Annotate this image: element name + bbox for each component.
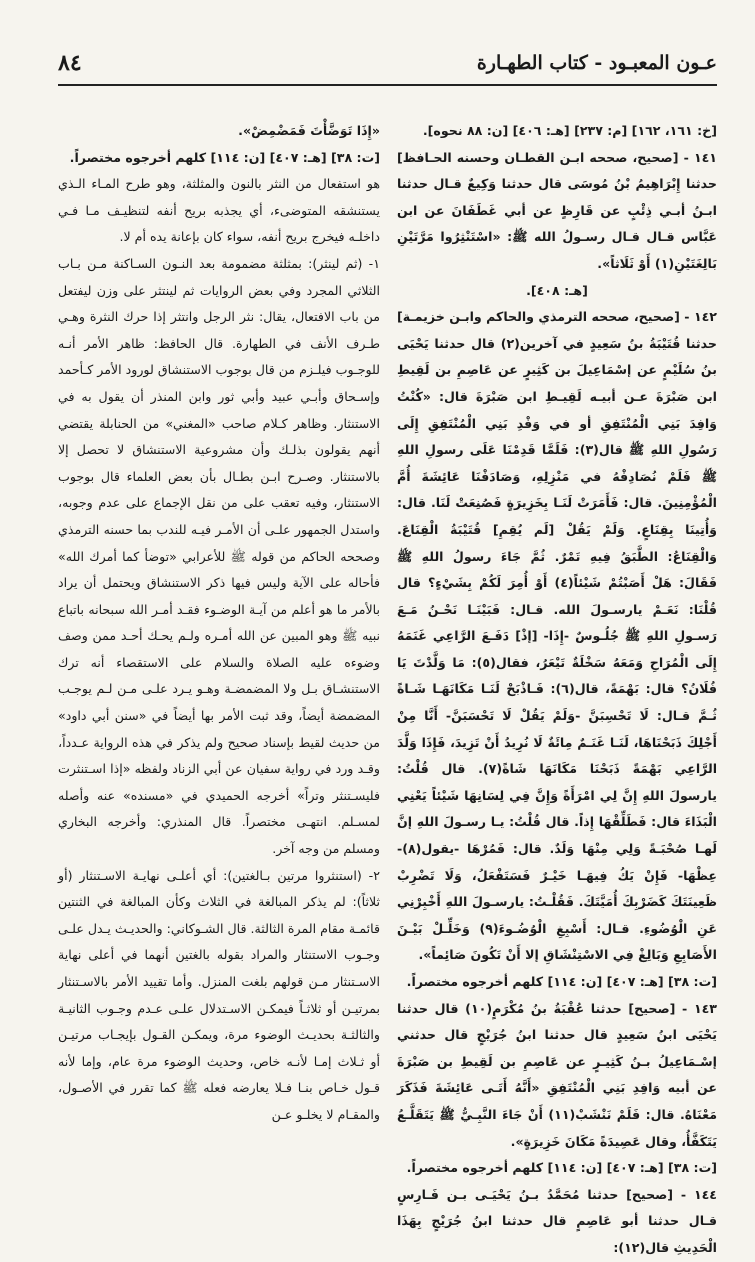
- takhrij-reference: [خ: ١٦١، ١٦٢] [م: ٢٣٧] [هـ: ٤٠٦] [ن: ٨٨ نحوه].: [422, 123, 717, 138]
- commentary-paragraph: هو استفعال من النثر بالنون والمثلثة، وهو طرح المـاء الـذي يستنشقه المتوضىء، أي يجذبه بريح أنفه لتنظيـف مـا فـي داخلـه فيخرج بريح أنفه، سواء كان بإعانة يده أم لا.: [58, 176, 380, 245]
- commentary-note-1: ١- (ثم لينثر): بمثلثة مضمومة بعد النـون السـاكنة مـن بـاب الثلاثي المجرد وفي بعض الروايات ثم لينتثر على وزن ليفتعل من باب الافتعال، يقال: نثر الرجل وانتثر إذا حرك النثرة وهـي طـرف الأنف في الطهارة. قال الحافظ: ظاهر الأمر أنـه للوجـوب فيلـزم من قال بوجوب الاستنشاق لورود الأمر كـأحمد وإسـحاق وأبـي عبيد وأبي ثور وابن المنذر أن يقول به في الاستنثار. وظاهر كـلام صاحب «المغني» من الحنابلة يقتضي أنهم يقولون بذلـك وأن مشروعية الاستنشاق لا تحصل إلا بالاستنثار. وصـرح ابـن بطـال بأن بعض العلماء قال بوجوب الاستنثار، وفيه تعقب على من نقل الإجماع على عدم وجوبه، واستدل الجمهور علـى أن الأمـر فيـه للندب بما حسنه الترمذي وصححه الحاكم من قوله ﷺ للأعرابي «توضأ كما أمرك الله» فأحاله على الآية وليس فيها ذكر الاستنشاق ويحتمل أن يراد بالأمر ما هو أعلم من آيـة الوضـوء فقـد أمـر الله سبحانه باتباع نبيه ﷺ وهو المبين عن الله أمـره ولـم يحـك أحـد ممن وصف وضوءه عليه الصلاة والسلام على الاستقصاء أنه ترك الاستنشـاق بـل ولا المضمضـة وهـو يـرد علـى مـن لـم يوجـب المضمضة أيضاً، وقد ثبت الأمر بها أيضاً في «سنن أبي داود» من حديث لقيط بإسناد صحيح ولم يذكر في هذه الرواية عـدداً، وقـد ورد في رواية سفيان عن أبي الزناد ولفظه «إذا اسـتنثرت فليسـتنثر وتراً» أخرجه الحميدي في «مسنده» عنه وأصله لمسـلم. انتهـى مختصراً. قال المنذري: وأخرجه البخاري ومسلم من وجه آخر.: [58, 255, 380, 857]
- hadith-text-continued: «إِذَا تَوَضَّأْتَ فَمَضْمِضْ».: [238, 123, 380, 138]
- hadith-144: ١٤٤ - [صحيح] حدثنا مُحَمَّدُ بـنُ يَحْيَـى بـن فَـارِسٍ قـال حدثنا أبو عَاصِمٍ قال حدثنا ابنُ جُرَيْجٍ بِهَذَا الْحَدِيثِ قال(١٢):: [397, 1186, 717, 1255]
- commentary-note-2: ٢- (استنثروا مرتين بـالغتين): أي أعلـى نهايـة الاسـتنثار (أو ثلاثاً): لم يذكر المبالغة في الثلاث وكأن المبالغة في الثنتين قائمـة مقام المرة الثالثة. قال الشـوكاني: والحديـث يـدل علـى وجـوب الاستنثار والمراد بقوله بالغتين أنهما في أعلى نهاية الاسـتنثار مـن قولهم بلغت المنزل. وأما تقييد الأمر بالاسـتنثار بمرتيـن أو ثلاثـاً فيمكـن الاسـتدلال علـى عـدم وجـوب الثانيـة والثالثـة بحديـث الوضوء مرة، ويمكـن القـول بإيجـاب مرتيـن أو ثـلاث إمـا لأنـه خاص، وحديث الوضوء مرة عام، وإما لأنه قـول خـاص بنـا فـلا يعارضه فعله ﷺ كما تقرر في الأصـول، والمقـام لا يخلـو عـن: [58, 867, 380, 1122]
- takhrij-reference: [هـ: ٤٠٨].: [526, 282, 588, 298]
- hadith-141: ١٤١ - [صحيح، صححه ابـن القطـان وحسنه الحـافظ] حدثنا إِبْرَاهِيمُ بْنُ مُوسَى قال حدثنا وَكِيعٌ قـال حدثنا ابـنُ أبـي ذِئْبٍ عن قَارِظٍ عن أبي غَطَفَانَ عن ابن عَبَّاس قـال قـال رسـولُ الله ﷺ: «اسْتَنْثِرُوا مَرَّتَيْنِ بَالِغَتَيْنِ(١) أَوْ ثَلَاثاً».: [397, 149, 717, 271]
- commentary-column: [58, 118, 380, 1129]
- hadith-column: [397, 118, 717, 1262]
- takhrij-reference: [ت: ٣٨] [هـ: ٤٠٧] [ن: ١١٤] كلهم أخرجوه مختصراً.: [406, 1160, 717, 1176]
- page-number: ٨٤: [58, 50, 82, 76]
- takhrij-reference: [ت: ٣٨] [هـ: ٤٠٧] [ن: ١١٤] كلهم أخرجوه مختصراً.: [406, 974, 717, 989]
- hadith-142: ١٤٢ - [صحيح، صححه الترمذي والحاكم وابـن خزيمـة] حدثنا قُتَيْبَةُ بنُ سَعِيدٍ في آخرين(٢) قال حدثنا يَحْيَى بنُ سُلَيْمٍ عن إسْمَاعِيلَ بن كَثِيرٍ عن عَاصِمِ بن لَقِيطِ ابن صَبْرَةَ عـن أبيـه لَقِيـطِ ابن صَبْرَةَ قال: «كُنْتُ وَافِدَ بَنِي الْمُنْتَفِقِ أو في وَفْدِ بَنِي الْمُنْتَفِقِ إِلَى رَسُولِ اللهِ ﷺ قال(٣): فَلَمَّا قَدِمْنَا عَلَى رسولِ اللهِ ﷺ فَلَمْ نُصَادِفْهُ في مَنْزِلِهِ، وَصَادَفْنَا عَائِشَةَ أُمَّ الْمُؤْمِنِينَ. قال: فَأَمَرَتْ لَنَـا بِخَزِيرَةٍ فَصُنِعَتْ لَنَا. قال: وَأُتِينَا بِقِنَاعٍ. وَلَمْ يَقُلْ [لَم يُقِمِ] قُتَيْبَةُ الْقِنَاعَ. وَالْقِنَاعُ: الطَّبَقُ فِيهِ تَمْرٌ. ثُمَّ جَاءَ رسولُ اللهِ ﷺ فَقَالَ: هَلْ أَصَبْتُمْ شَيْئاً(٤) أَوْ أُمِرَ لَكُمْ بِشَيْءٍ؟ قال قُلْنَا: نَعَـمْ يارسـولَ الله. قـال: فَبَيْنَـا نَحْـنُ مَـعَ رَسـولِ اللهِ ﷺ جُلُـوسٌ -إِذَا- [إذْ] دَفَـعَ الرَّاعِي غَنَمَهُ إِلَى الْمُرَاحِ وَمَعَهُ سَخْلَةٌ تَيْعَرُ، فقال(٥): مَا وَلَّدْتَ يَا فُلَانُ؟ قال: بَهْمَةً، قال(٦): فَـاذْبَحْ لَنَـا مَكَانَهَـا شَـاةً ثُـمَّ قـال: لَا تَحْسِبَنَّ -وَلَمْ يَقُلْ لَا تَحْسَبَنَّ- أَنَّا مِنْ أَجْلِكَ ذَبَحْنَاهَا، لَنَـا غَنَـمٌ مِائَةٌ لَا نُرِيدُ أَنْ تَزِيدَ، فَإِذَا وَلَّدَ الرَّاعِي بَهْمَةً ذَبَحْنَا مَكَانَهَا شَاةً(٧). قال قُلْتُ: يارسولَ اللهِ إِنَّ لِي امْرَأَةً وَإِنَّ فِي لِسَانِهَا شَيْئاً يَعْنِي الْبَذَاءَ قال: فَطَلِّقْهَا إِذاً. قال قُلْتُ: يـا رسـولَ اللهِ إنَّ لَهـا صُحْبَـةً وَلِي مِنْهَا وَلَدٌ. قال: فَمُرْهَا -يقول(٨)- عِظْهَا- فَإِنْ يَكُ فِيهَـا خَيْـرٌ فَسَتَفْعَلُ، وَلَا تَضْرِبْ ظَعِينَتَكَ كَضَرْبِكَ أُمَيَّتَكَ. فَقُلْـتُ: يارسـولَ اللهِ أَخْبِرْنِي عَنِ الْوُضُوءِ. قـال: أَسْبِغِ الْوُضُـوءَ(٩) وَخَلِّـلْ بَيْـنَ الأَصَابِعِ وَبَالِغْ فِي الاسْتِنْشَاقِ إلا أَنْ تَكُونَ صَائِماً».: [397, 309, 718, 963]
- hadith-143: ١٤٣ - [صحيح] حدثنا عُقْبَةُ بنُ مُكْرَمٍ(١٠) قال حدثنا يَحْيَى ابنُ سَعِيدٍ قال حدثنا ابنُ جُرَيْجٍ قال حدثني إسْـمَاعِيلُ بـنُ كَثِيـرٍ عن عَاصِمِ بن لَقِيطِ بن صَبْرَةَ عن أبيه وَافِدِ بَنِي الْمُنْتَفِقِ «أَنَّهُ أَتَـى عَائِشَةَ فَذَكَرَ مَعْنَاهُ. قال: فَلَمْ نَنْشَبْ(١١) أَنْ جَاءَ النَّبِـيُّ ﷺ يَتَقَلَّـعُ يَتَكَفَّأُ، وقال عَصِيدَةً مَكَانَ خَزِيرَةٍ».: [397, 1000, 718, 1149]
- page-header: [58, 44, 717, 86]
- running-title: عـون المعبـود - كتاب الطهـارة: [476, 52, 717, 74]
- takhrij-reference: [ت: ٣٨] [هـ: ٤٠٧] [ن: ١١٤] كلهم أخرجوه مختصراً.: [69, 149, 380, 165]
